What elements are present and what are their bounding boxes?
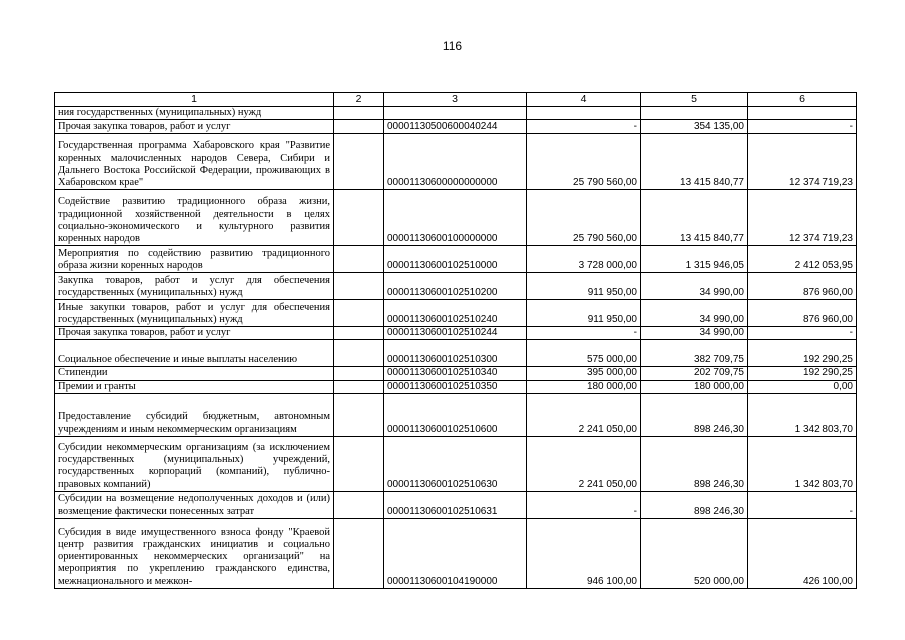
table-row — [55, 327, 857, 340]
cell-value-6: 876 960,00 — [748, 300, 857, 327]
cell-col2 — [334, 120, 384, 134]
cell-name: Субсидии некоммерческим организациям (за исключением государственных (муниципальных) учреждений, государственных корпораций (компаний), публично-правовых компаний) — [55, 436, 334, 491]
cell-code: 00001130600102510300 — [384, 340, 527, 367]
cell-col2 — [334, 327, 384, 340]
cell-code: 00001130600104190000 — [384, 518, 527, 588]
cell-name: Иные закупки товаров, работ и услуг для обеспечения государственных (муниципальных) нужд — [55, 300, 334, 327]
cell-value-5: 382 709,75 — [641, 340, 748, 367]
cell-col2 — [334, 367, 384, 380]
cell-col2 — [334, 273, 384, 300]
cell-col2 — [334, 340, 384, 367]
cell-col2 — [334, 246, 384, 273]
cell-name: ния государственных (муниципальных) нужд — [55, 107, 334, 120]
cell-code: 00001130600102510240 — [384, 300, 527, 327]
cell-value-5: 898 246,30 — [641, 393, 748, 436]
cell-value-4: 25 790 560,00 — [527, 190, 641, 246]
cell-value-4: 575 000,00 — [527, 340, 641, 367]
header-col-6: 6 — [748, 93, 857, 107]
cell-value-4: 911 950,00 — [527, 273, 641, 300]
table-row — [55, 340, 857, 367]
table-row — [55, 491, 857, 518]
cell-value-5: 34 990,00 — [641, 273, 748, 300]
cell-value-5: 354 135,00 — [641, 120, 748, 134]
cell-name: Социальное обеспечение и иные выплаты населению — [55, 340, 334, 367]
cell-value-4: - — [527, 491, 641, 518]
cell-code: 00001130600102510630 — [384, 436, 527, 491]
cell-code: 00001130600102510200 — [384, 273, 527, 300]
cell-name: Предоставление субсидий бюджетным, автономным учреждениям и иным некоммерческим организациям — [55, 393, 334, 436]
cell-value-5: 520 000,00 — [641, 518, 748, 588]
cell-value-4: - — [527, 120, 641, 134]
cell-value-4: 180 000,00 — [527, 380, 641, 393]
table-row — [55, 300, 857, 327]
cell-value-6: - — [748, 327, 857, 340]
cell-code — [384, 107, 527, 120]
cell-code: 00001130600102510600 — [384, 393, 527, 436]
cell-name: Стипендии — [55, 367, 334, 380]
table-row — [55, 190, 857, 246]
cell-name: Государственная программа Хабаровского края "Развитие коренных малочисленных народов Севера, Сибири и Дальнего Востока Российской Федерации, проживающих в Хабаровском крае" — [55, 134, 334, 190]
cell-value-4: 395 000,00 — [527, 367, 641, 380]
cell-code: 00001130600102510000 — [384, 246, 527, 273]
cell-value-4: - — [527, 327, 641, 340]
cell-name: Прочая закупка товаров, работ и услуг — [55, 120, 334, 134]
cell-value-6: 2 412 053,95 — [748, 246, 857, 273]
cell-value-6: 12 374 719,23 — [748, 190, 857, 246]
header-col-3: 3 — [384, 93, 527, 107]
cell-value-6: 0,00 — [748, 380, 857, 393]
cell-value-5: 13 415 840,77 — [641, 134, 748, 190]
cell-value-4: 2 241 050,00 — [527, 393, 641, 436]
table-row — [55, 134, 857, 190]
page-number: 116 — [442, 39, 463, 53]
cell-name: Содействие развитию традиционного образа жизни, традиционной хозяйственной деятельности в целях социально-экономического и культурного развития коренных народов — [55, 190, 334, 246]
cell-value-6 — [748, 107, 857, 120]
table-row — [55, 367, 857, 380]
cell-value-4: 3 728 000,00 — [527, 246, 641, 273]
header-col-4: 4 — [527, 93, 641, 107]
table-row — [55, 380, 857, 393]
cell-col2 — [334, 300, 384, 327]
cell-value-6: 426 100,00 — [748, 518, 857, 588]
cell-value-5: 898 246,30 — [641, 436, 748, 491]
cell-value-4: 946 100,00 — [527, 518, 641, 588]
cell-value-5: 202 709,75 — [641, 367, 748, 380]
cell-name: Субсидии на возмещение недополученных доходов и (или) возмещение фактически понесенных затрат — [55, 491, 334, 518]
table-row — [55, 246, 857, 273]
cell-code: 00001130600102510340 — [384, 367, 527, 380]
cell-col2 — [334, 393, 384, 436]
table-header-row — [55, 93, 857, 107]
cell-col2 — [334, 380, 384, 393]
cell-code: 00001130600102510350 — [384, 380, 527, 393]
cell-value-4: 25 790 560,00 — [527, 134, 641, 190]
cell-col2 — [334, 436, 384, 491]
cell-name: Закупка товаров, работ и услуг для обеспечения государственных (муниципальных) нужд — [55, 273, 334, 300]
cell-value-4: 2 241 050,00 — [527, 436, 641, 491]
cell-value-5: 1 315 946,05 — [641, 246, 748, 273]
cell-code: 00001130600100000000 — [384, 190, 527, 246]
table-row — [55, 120, 857, 134]
cell-value-5: 180 000,00 — [641, 380, 748, 393]
cell-name: Мероприятия по содействию развитию традиционного образа жизни коренных народов — [55, 246, 334, 273]
cell-code: 00001130600102510244 — [384, 327, 527, 340]
cell-col2 — [334, 518, 384, 588]
cell-name: Субсидия в виде имущественного взноса фонду "Краевой центр развития гражданских инициатив и социально ориентированных некоммерческих организаций" на мероприятия по укреплению гражданского единства, межнационального и межкон- — [55, 518, 334, 588]
cell-value-6: 192 290,25 — [748, 367, 857, 380]
budget-table — [54, 92, 857, 589]
cell-col2 — [334, 107, 384, 120]
table-row — [55, 107, 857, 120]
cell-value-6: 1 342 803,70 — [748, 393, 857, 436]
cell-code: 00001130600000000000 — [384, 134, 527, 190]
cell-value-4 — [527, 107, 641, 120]
cell-code: 00001130600102510631 — [384, 491, 527, 518]
cell-value-5: 34 990,00 — [641, 327, 748, 340]
cell-value-6: 12 374 719,23 — [748, 134, 857, 190]
cell-col2 — [334, 491, 384, 518]
cell-name: Прочая закупка товаров, работ и услуг — [55, 327, 334, 340]
cell-name: Премии и гранты — [55, 380, 334, 393]
cell-value-6: - — [748, 120, 857, 134]
table-body — [55, 107, 857, 589]
header-col-1: 1 — [55, 93, 334, 107]
table-row — [55, 393, 857, 436]
cell-value-6: 876 960,00 — [748, 273, 857, 300]
cell-value-5: 13 415 840,77 — [641, 190, 748, 246]
table-row — [55, 436, 857, 491]
cell-value-4: 911 950,00 — [527, 300, 641, 327]
header-col-5: 5 — [641, 93, 748, 107]
table-row — [55, 273, 857, 300]
table-row — [55, 518, 857, 588]
header-col-2: 2 — [334, 93, 384, 107]
cell-col2 — [334, 190, 384, 246]
cell-value-6: 1 342 803,70 — [748, 436, 857, 491]
cell-value-5 — [641, 107, 748, 120]
cell-col2 — [334, 134, 384, 190]
cell-value-6: 192 290,25 — [748, 340, 857, 367]
cell-value-6: - — [748, 491, 857, 518]
cell-code: 00001130500600040244 — [384, 120, 527, 134]
cell-value-5: 34 990,00 — [641, 300, 748, 327]
cell-value-5: 898 246,30 — [641, 491, 748, 518]
